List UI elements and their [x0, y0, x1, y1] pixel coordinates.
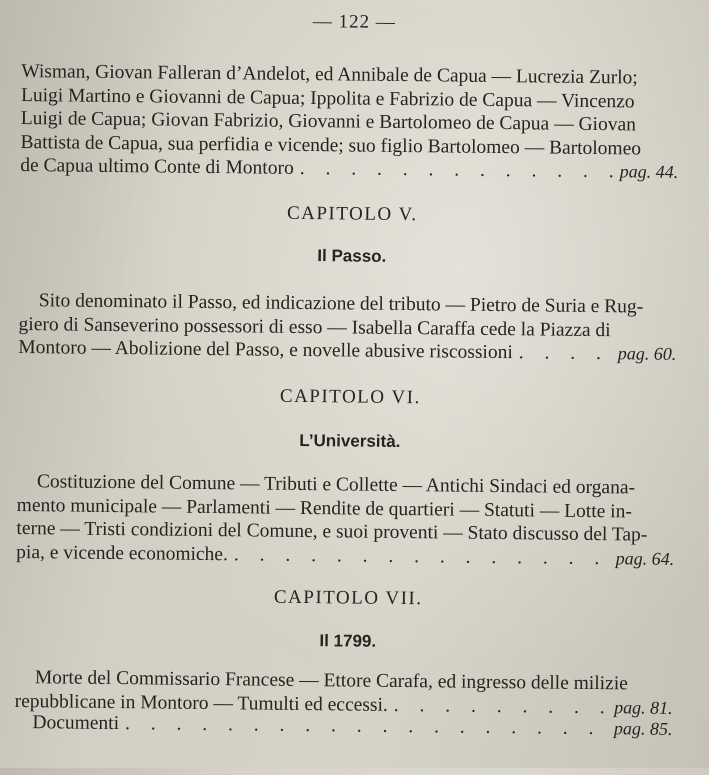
- toc-line: terne — Tristi condizioni del Comune, e suoi proventi — Stato discusso del Tap-: [16, 517, 648, 546]
- leader-dots: [125, 713, 608, 740]
- chapter-heading-vi: CAPITOLO VI.: [279, 385, 421, 409]
- page-reference: pag. 64.: [615, 547, 675, 569]
- toc-line: Montoro — Abolizione del Passo, e novelle abusive riscossioni: [18, 337, 513, 364]
- toc-entry-capitolo-vi: [16, 470, 675, 571]
- toc-line: Morte del Commissario Francese — Ettore Carafa, ed ingresso delle milizie: [34, 667, 628, 695]
- toc-line: Luigi Martino e Giovanni de Capua; Ippolita e Fabrizio de Capua — Vincenzo: [20, 84, 635, 112]
- page-reference: pag. 60.: [617, 343, 677, 364]
- toc-line: Battista de Capua, sua perfidia e vicende; suo figlio Bartolomeo — Bartolomeo: [20, 131, 642, 160]
- page-number: — 122 —: [312, 11, 396, 33]
- chapter-title-universita: L’Università.: [299, 430, 401, 452]
- documents-label: Documenti: [32, 712, 120, 735]
- toc-line: mento municipale — Parlamenti — Rendite de quartieri — Statuti — Lotte in-: [16, 494, 632, 522]
- toc-line: Costituzione del Comune — Tributi e Collette — Antichi Sindaci ed organa-: [36, 471, 636, 499]
- chapter-heading-vii: CAPITOLO VII.: [273, 586, 423, 610]
- toc-line: Sito denominato il Passo, ed indicazione del tributo — Pietro de Suria e Rug-: [38, 290, 644, 318]
- chapter-heading-v: CAPITOLO V.: [286, 202, 418, 226]
- toc-entry-capitolo-vii: [15, 666, 673, 720]
- toc-line: giero di Sanseverino possessori di esso — Isabella Caraffa cede la Piazza di: [18, 313, 611, 341]
- leader-dots: [300, 157, 614, 184]
- toc-line: repubblicane in Montoro — Tumulti ed eccessi.: [14, 690, 388, 716]
- page-reference: pag. 81.: [614, 696, 673, 718]
- page-reference: pag. 85.: [613, 718, 673, 739]
- page-reference: pag. 44.: [619, 161, 679, 182]
- chapter-title-1799: Il 1799.: [319, 631, 377, 651]
- toc-entry-capitolo-iv-continued: [20, 60, 679, 184]
- chapter-title-il-passo: Il Passo.: [317, 246, 387, 266]
- leader-dots: [519, 341, 612, 365]
- leader-dots: [234, 543, 610, 570]
- toc-line: de Capua ultimo Conte di Montoro: [20, 155, 294, 179]
- toc-line: Wisman, Giovan Falleran d’Andelot, ed Annibale de Capua — Lucrezia Zurlo;: [21, 61, 638, 89]
- toc-line: Luigi de Capua; Giovan Fabrizio, Giovanni e Bartolomeo de Capua — Giovan: [20, 108, 637, 136]
- toc-entry-capitolo-v: [18, 289, 677, 366]
- toc-line: pia, e vicende economiche.: [16, 541, 229, 565]
